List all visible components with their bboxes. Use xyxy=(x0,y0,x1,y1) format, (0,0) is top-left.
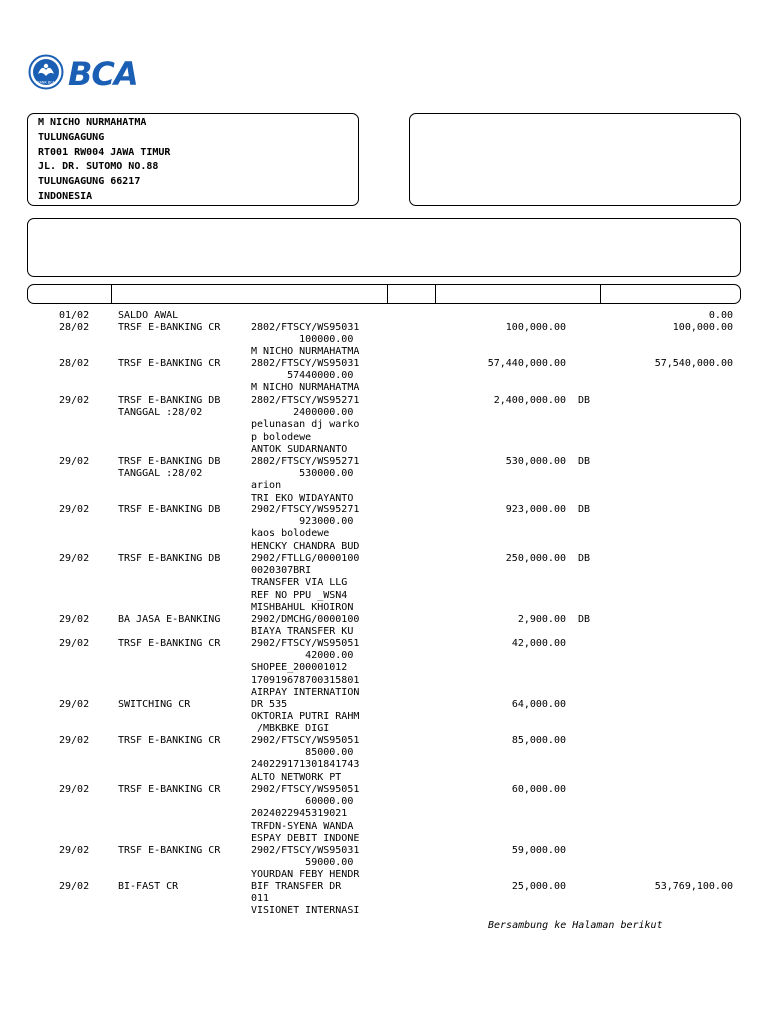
transaction-date: 29/02 xyxy=(59,395,90,406)
transaction-detail: /MBKBKE DIGI xyxy=(251,723,330,735)
transaction-type: DB xyxy=(578,614,591,625)
transaction-description: BI-FAST CR xyxy=(118,881,179,892)
transaction-detail: BIF TRANSFER DR xyxy=(251,881,342,892)
transaction-type: DB xyxy=(578,456,591,467)
transaction-date: 28/02 xyxy=(59,358,90,369)
transaction-detail: TRI EKO WIDAYANTO xyxy=(251,492,354,504)
transaction-amount: 85,000.00 xyxy=(511,735,566,746)
transaction-detail: MISHBAHUL KHOIRON xyxy=(251,601,354,613)
transaction-detail: 2902/FTSCY/WS95031 xyxy=(251,845,360,856)
transaction-detail: 2024022945319021 xyxy=(251,808,348,820)
transaction-detail: arion xyxy=(251,480,282,492)
transaction-description: TRSF E-BANKING CR xyxy=(118,322,221,333)
customer-address-line: TULUNGAGUNG xyxy=(38,131,105,143)
account-info-box xyxy=(409,113,741,206)
transaction-detail: 530000.00 xyxy=(251,468,354,480)
transaction-detail: 2902/FTSCY/WS95051 xyxy=(251,784,360,795)
transaction-date: 28/02 xyxy=(59,322,90,333)
transaction-date: 29/02 xyxy=(59,735,90,746)
customer-address-box xyxy=(27,113,359,206)
transaction-description: TRSF E-BANKING CR xyxy=(118,638,221,649)
transaction-detail: 59000.00 xyxy=(251,857,354,869)
svg-text:BCA: BCA xyxy=(68,55,138,90)
transaction-detail: M NICHO NURMAHATMA xyxy=(251,346,360,358)
transaction-detail: DR 535 xyxy=(251,699,288,710)
table-header xyxy=(27,284,741,304)
transaction-detail: 011 xyxy=(251,893,270,905)
column-divider xyxy=(111,285,112,303)
transaction-detail: p bolodewe xyxy=(251,431,312,443)
transaction-date: 29/02 xyxy=(59,504,90,515)
transaction-detail: 170919678700315801 xyxy=(251,674,360,686)
transaction-description: TRSF E-BANKING CR xyxy=(118,735,221,746)
transaction-date: 29/02 xyxy=(59,553,90,564)
transaction-amount: 2,900.00 xyxy=(517,614,566,625)
transaction-detail: HENCKY CHANDRA BUD xyxy=(251,540,360,552)
transaction-date: 29/02 xyxy=(59,845,90,856)
transaction-amount: 60,000.00 xyxy=(511,784,566,795)
transaction-balance: 57,540,000.00 xyxy=(654,358,733,369)
transaction-balance: 53,769,100.00 xyxy=(654,881,733,892)
transaction-detail: ALTO NETWORK PT xyxy=(251,771,342,783)
transaction-type: DB xyxy=(578,504,591,515)
transaction-description: TANGGAL :28/02 xyxy=(118,407,203,419)
transaction-description: TRSF E-BANKING CR xyxy=(118,358,221,369)
transaction-type: DB xyxy=(578,553,591,564)
transaction-description: TRSF E-BANKING CR xyxy=(118,784,221,795)
transaction-amount: 57,440,000.00 xyxy=(487,358,566,369)
transaction-balance: 0.00 xyxy=(708,310,733,321)
transaction-detail: ANTOK SUDARNANTO xyxy=(251,443,348,455)
transaction-detail: 2902/FTSCY/WS95051 xyxy=(251,638,360,649)
transaction-description: TRSF E-BANKING DB xyxy=(118,456,221,467)
transaction-description: TRSF E-BANKING CR xyxy=(118,845,221,856)
transaction-detail: TRFDN-SYENA WANDA xyxy=(251,820,354,832)
transaction-detail: 2802/FTSCY/WS95031 xyxy=(251,358,360,369)
transaction-amount: 25,000.00 xyxy=(511,881,566,892)
customer-address-line: TULUNGAGUNG 66217 xyxy=(38,176,141,188)
transaction-detail: AIRPAY INTERNATION xyxy=(251,686,360,698)
transaction-detail: pelunasan dj warko xyxy=(251,419,360,431)
customer-country: INDONESIA xyxy=(38,190,93,202)
transaction-date: 29/02 xyxy=(59,699,90,710)
transaction-description: SALDO AWAL xyxy=(118,310,179,321)
transaction-amount: 64,000.00 xyxy=(511,699,566,710)
transaction-detail: 2902/FTLLG/0000100 xyxy=(251,553,360,564)
transaction-detail: 2902/FTSCY/WS95051 xyxy=(251,735,360,746)
transaction-detail: OKTORIA PUTRI RAHM xyxy=(251,711,360,723)
transaction-description: TANGGAL :28/02 xyxy=(118,468,203,480)
transaction-detail: 2902/FTSCY/WS95271 xyxy=(251,504,360,515)
transaction-amount: 923,000.00 xyxy=(505,504,566,515)
transaction-detail: SHOPEE_200001012 xyxy=(251,662,348,674)
transaction-date: 29/02 xyxy=(59,456,90,467)
transaction-detail: 2802/FTSCY/WS95271 xyxy=(251,395,360,406)
transaction-description: TRSF E-BANKING DB xyxy=(118,395,221,406)
transaction-detail: REF NO PPU _WSN4 xyxy=(251,589,348,601)
transaction-detail: VISIONET INTERNASI xyxy=(251,905,360,917)
column-divider xyxy=(600,285,601,303)
transaction-detail: 100000.00 xyxy=(251,334,354,346)
transaction-detail: 60000.00 xyxy=(251,796,354,808)
transaction-detail: M NICHO NURMAHATMA xyxy=(251,382,360,394)
transaction-detail: 57440000.00 xyxy=(251,370,354,382)
bca-logo xyxy=(28,54,146,90)
transaction-date: 29/02 xyxy=(59,614,90,625)
transaction-amount: 250,000.00 xyxy=(505,553,566,564)
transaction-detail: 42000.00 xyxy=(251,650,354,662)
transaction-detail: ESPAY DEBIT INDONE xyxy=(251,832,360,844)
transaction-description: SWITCHING CR xyxy=(118,699,191,710)
transaction-detail: 2902/DMCHG/0000100 xyxy=(251,614,360,625)
transaction-amount: 59,000.00 xyxy=(511,845,566,856)
transaction-detail: 2802/FTSCY/WS95271 xyxy=(251,456,360,467)
transaction-date: 29/02 xyxy=(59,784,90,795)
transaction-detail: 2802/FTSCY/WS95031 xyxy=(251,322,360,333)
statement-info-box xyxy=(27,218,741,277)
transaction-detail: 85000.00 xyxy=(251,747,354,759)
customer-address-line: JL. DR. SUTOMO NO.88 xyxy=(38,161,159,173)
transaction-amount: 530,000.00 xyxy=(505,456,566,467)
transaction-detail: 240229171301841743 xyxy=(251,759,360,771)
transaction-description: TRSF E-BANKING DB xyxy=(118,504,221,515)
transaction-amount: 2,400,000.00 xyxy=(493,395,566,406)
transaction-detail: kaos bolodewe xyxy=(251,528,330,540)
transaction-description: TRSF E-BANKING DB xyxy=(118,553,221,564)
transaction-detail: 0020307BRI xyxy=(251,565,312,577)
column-divider xyxy=(435,285,436,303)
transaction-amount: 42,000.00 xyxy=(511,638,566,649)
transaction-detail: TRANSFER VIA LLG xyxy=(251,577,348,589)
transaction-amount: 100,000.00 xyxy=(505,322,566,333)
transaction-detail: BIAYA TRANSFER KU xyxy=(251,626,354,638)
svg-text:BANK BCA: BANK BCA xyxy=(37,80,55,85)
transaction-type: DB xyxy=(578,395,591,406)
transaction-detail: YOURDAN FEBY HENDR xyxy=(251,869,360,881)
column-divider xyxy=(387,285,388,303)
continued-note: Bersambung ke Halaman berikut xyxy=(488,920,663,931)
transaction-detail: 2400000.00 xyxy=(251,407,354,419)
customer-name: M NICHO NURMAHATMA xyxy=(38,117,147,128)
transaction-detail: 923000.00 xyxy=(251,516,354,528)
transaction-date: 29/02 xyxy=(59,881,90,892)
transaction-date: 01/02 xyxy=(59,310,90,321)
transaction-balance: 100,000.00 xyxy=(672,322,733,333)
transaction-date: 29/02 xyxy=(59,638,90,649)
transaction-description: BA JASA E-BANKING xyxy=(118,614,221,625)
customer-address-line: RT001 RW004 JAWA TIMUR xyxy=(38,146,171,158)
